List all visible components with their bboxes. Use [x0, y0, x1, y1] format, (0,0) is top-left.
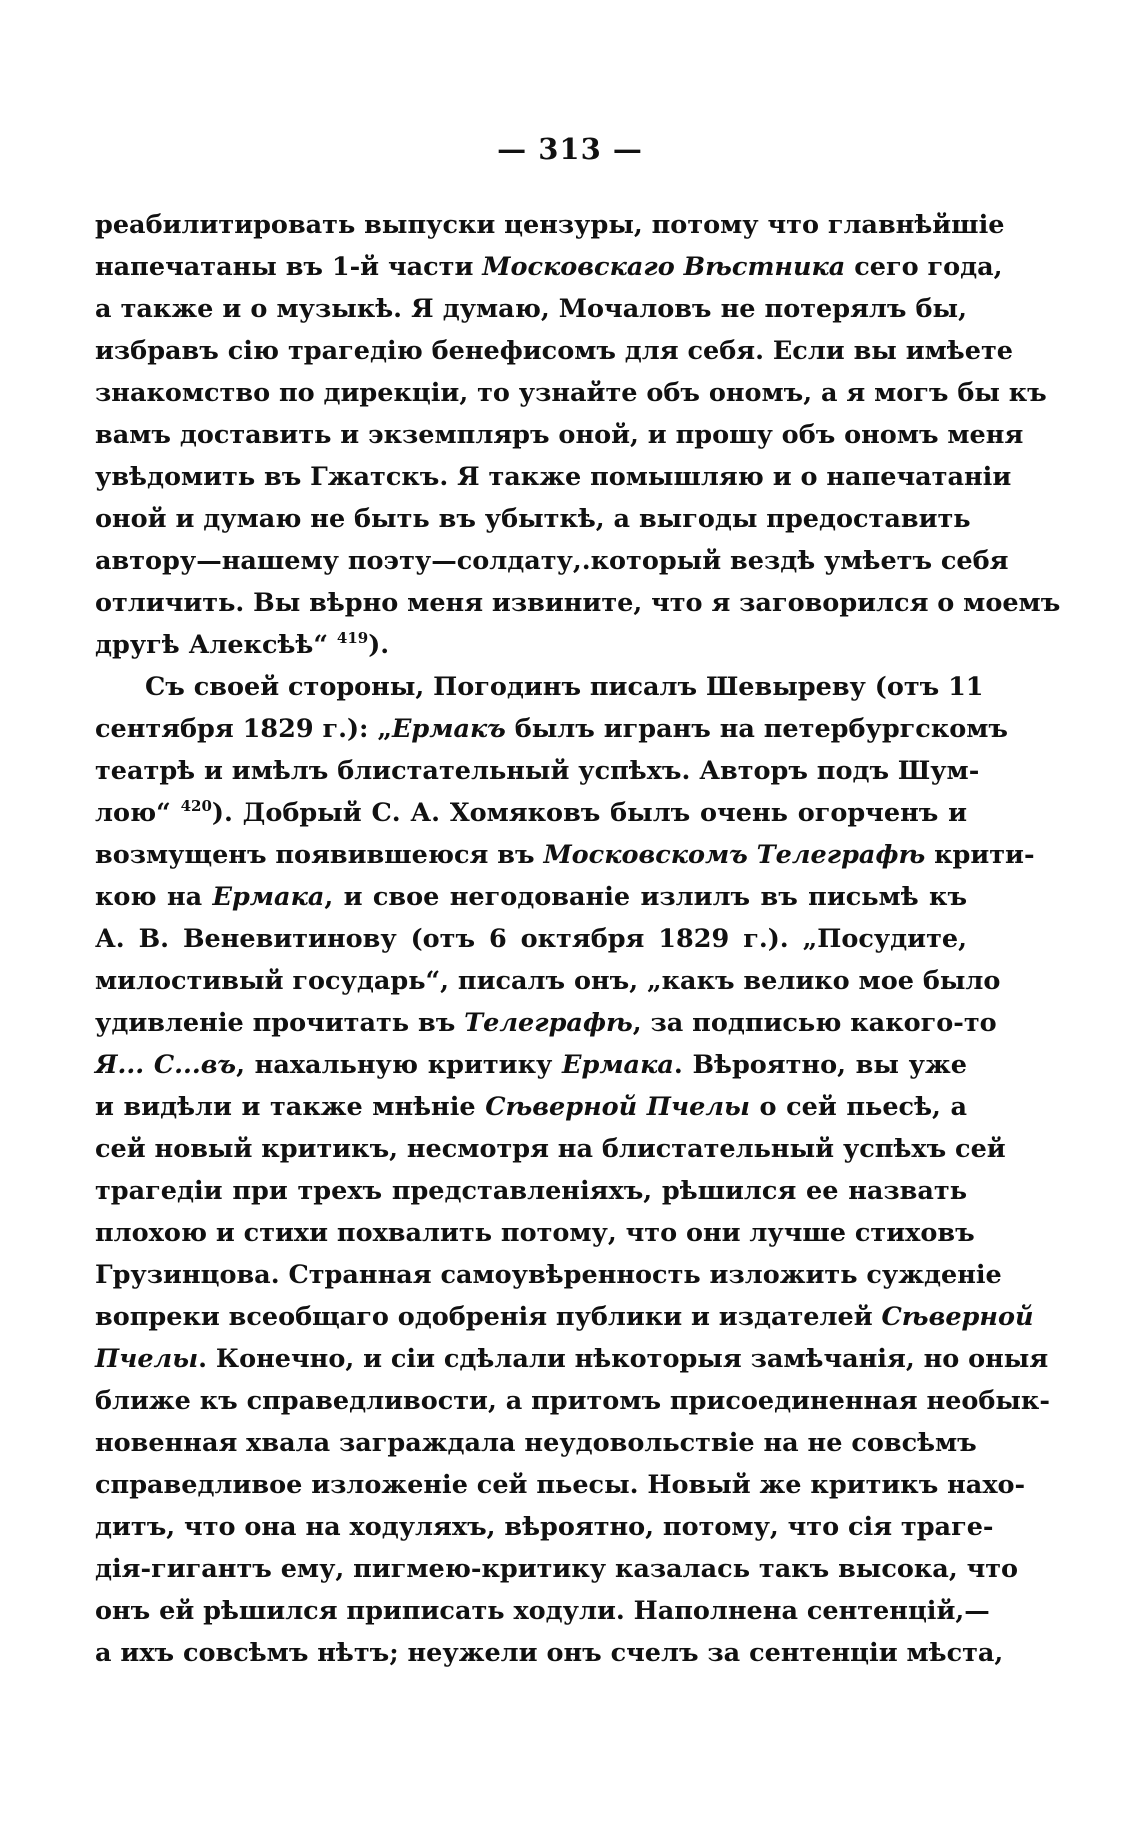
- text-line: [95, 456, 1012, 498]
- text-line: [95, 1338, 1049, 1380]
- text-line: [95, 1464, 1026, 1506]
- text-segment: автору—нашему поэту—солдату,.который вездѣ умѣетъ себя: [95, 546, 1009, 576]
- text-segment: , нахальную критику: [236, 1050, 563, 1080]
- text-segment: дитъ, что она на ходуляхъ, вѣроятно, потому, что сія траге-: [95, 1512, 994, 1542]
- text-line: [95, 1548, 1019, 1590]
- text-segment: трагедіи при трехъ представленіяхъ, рѣшился ее назвать: [95, 1176, 967, 1206]
- text-segment: Грузинцова. Странная самоувѣренность изложить сужденіе: [95, 1260, 1002, 1290]
- text-segment: а ихъ совсѣмъ нѣтъ; неужели онъ счелъ за сентенціи мѣста,: [95, 1638, 1004, 1668]
- text-line: [95, 1632, 1004, 1674]
- text-segment: , за подписью какого-то: [632, 1008, 997, 1038]
- text-line: [95, 540, 1009, 582]
- text-segment: отличить. Вы вѣрно меня извините, что я заговорился о моемъ: [95, 588, 1061, 618]
- italic-title: Сѣверной: [881, 1302, 1034, 1332]
- text-line: [95, 750, 980, 792]
- text-line: [95, 918, 967, 960]
- italic-title: Ермака: [562, 1050, 674, 1080]
- text-line: [95, 372, 1047, 414]
- text-line: [95, 1086, 967, 1128]
- text-line: [95, 1296, 1034, 1338]
- text-line: [95, 876, 967, 918]
- text-segment: кою на: [95, 882, 213, 912]
- text-segment: вамъ доставить и экземпляръ оной, и прошу объ ономъ меня: [95, 420, 1024, 450]
- text-line: [95, 1128, 1006, 1170]
- italic-title: Московскаго Вѣстника: [482, 252, 846, 282]
- text-segment: и видѣли и также мнѣніе: [95, 1092, 486, 1122]
- text-line: [95, 414, 1024, 456]
- italic-title: Ермакъ: [392, 714, 506, 744]
- italic-title: Ермака: [212, 882, 325, 912]
- footnote-marker: 420: [180, 797, 212, 815]
- footnote-marker: 419: [336, 629, 369, 647]
- text-line: [95, 1590, 990, 1632]
- text-segment: ).: [368, 630, 390, 660]
- text-segment: увѣдомить въ Гжатскъ. Я также помышляю и о напечатаніи: [95, 462, 1012, 492]
- text-segment: вопреки всеобщаго одобренія публики и издателей: [95, 1302, 882, 1332]
- text-segment: былъ игранъ на петербургскомъ: [505, 714, 1008, 744]
- text-segment: , и свое негодованіе излилъ въ письмѣ къ: [324, 882, 968, 912]
- text-segment: милостивый государь“, писалъ онъ, „какъ велико мое было: [95, 966, 1001, 996]
- text-line: [95, 330, 1013, 372]
- text-segment: ближе къ справедливости, а притомъ присоединенная необык-: [95, 1386, 1050, 1416]
- text-segment: крити-: [925, 840, 1035, 870]
- text-line: [95, 1506, 994, 1548]
- text-line: [95, 246, 1003, 288]
- text-segment: сего года,: [845, 252, 1003, 282]
- italic-title: Пчелы: [95, 1344, 199, 1374]
- text-line: [95, 498, 971, 540]
- text-line: [95, 708, 1008, 750]
- text-segment: реабилитировать выпуски цензуры, потому что главнѣйшіе: [95, 210, 1005, 240]
- text-segment: знакомство по дирекціи, то узнайте объ ономъ, а я могъ бы къ: [95, 378, 1047, 408]
- text-segment: дія-гигантъ ему, пигмею-критику казалась такъ высока, что: [95, 1554, 1019, 1584]
- text-segment: справедливое изложеніе сей пьесы. Новый же критикъ нахо-: [95, 1470, 1026, 1500]
- text-line: [95, 666, 984, 708]
- text-segment: . Вѣроятно, вы уже: [673, 1050, 967, 1080]
- italic-title: Московскомъ Телеграфѣ: [543, 840, 926, 870]
- text-line: [95, 582, 1061, 624]
- text-segment: онъ ей рѣшился приписать ходули. Наполнена сентенцій,—: [95, 1596, 990, 1626]
- body-text: [95, 204, 1061, 1674]
- text-segment: плохою и стихи похвалить потому, что они лучше стиховъ: [95, 1218, 975, 1248]
- text-line: [95, 288, 967, 330]
- text-segment: избравъ сію трагедію бенефисомъ для себя. Если вы имѣете: [95, 336, 1013, 366]
- text-segment: напечатаны въ 1-й части: [95, 252, 483, 282]
- text-segment: новенная хвала заграждала неудовольствіе на не совсѣмъ: [95, 1428, 977, 1458]
- text-line: [95, 624, 967, 666]
- text-line: [95, 834, 1035, 876]
- text-segment: о сей пьесѣ, а: [749, 1092, 967, 1122]
- italic-title: Телеграфѣ: [464, 1008, 633, 1038]
- text-line: [95, 1212, 975, 1254]
- text-line: [95, 960, 1001, 1002]
- text-segment: . Конечно, и сіи сдѣлали нѣкоторыя замѣчанія, но оныя: [198, 1344, 1049, 1374]
- italic-title: Я... С...въ: [95, 1050, 237, 1080]
- text-segment: театрѣ и имѣлъ блистательный успѣхъ. Авторъ подъ Шум-: [95, 756, 980, 786]
- text-segment: возмущенъ появившеюся въ: [95, 840, 544, 870]
- text-segment: сей новый критикъ, несмотря на блистательный успѣхъ сей: [95, 1134, 1006, 1164]
- text-line: [95, 1380, 1050, 1422]
- text-segment: а также и о музыкѣ. Я думаю, Мочаловъ не потерялъ бы,: [95, 294, 967, 324]
- text-line: [95, 1002, 997, 1044]
- italic-title: Сѣверной Пчелы: [485, 1092, 750, 1122]
- text-segment: оной и думаю не быть въ убыткѣ, а выгоды предоставить: [95, 504, 971, 534]
- text-segment: Съ своей стороны, Погодинъ писалъ Шевыреву (отъ 11: [145, 672, 984, 702]
- text-segment: удивленіе прочитать въ: [95, 1008, 465, 1038]
- page-number: — 313 —: [497, 132, 643, 166]
- text-line: [95, 204, 1005, 246]
- text-segment: ). Добрый С. А. Хомяковъ былъ очень огорченъ и: [211, 798, 967, 828]
- text-line: [95, 1254, 1002, 1296]
- text-line: [95, 1044, 967, 1086]
- text-segment: лою“: [95, 798, 181, 828]
- text-line: [95, 1422, 977, 1464]
- text-line: [95, 1170, 967, 1212]
- text-segment: сентября 1829 г.): „: [95, 714, 392, 744]
- text-segment: А. В. Веневитинову (отъ 6 октября 1829 г.). „Посудите,: [95, 924, 967, 954]
- text-segment: другѣ Алексѣѣ“: [95, 630, 337, 660]
- text-line: [95, 792, 967, 834]
